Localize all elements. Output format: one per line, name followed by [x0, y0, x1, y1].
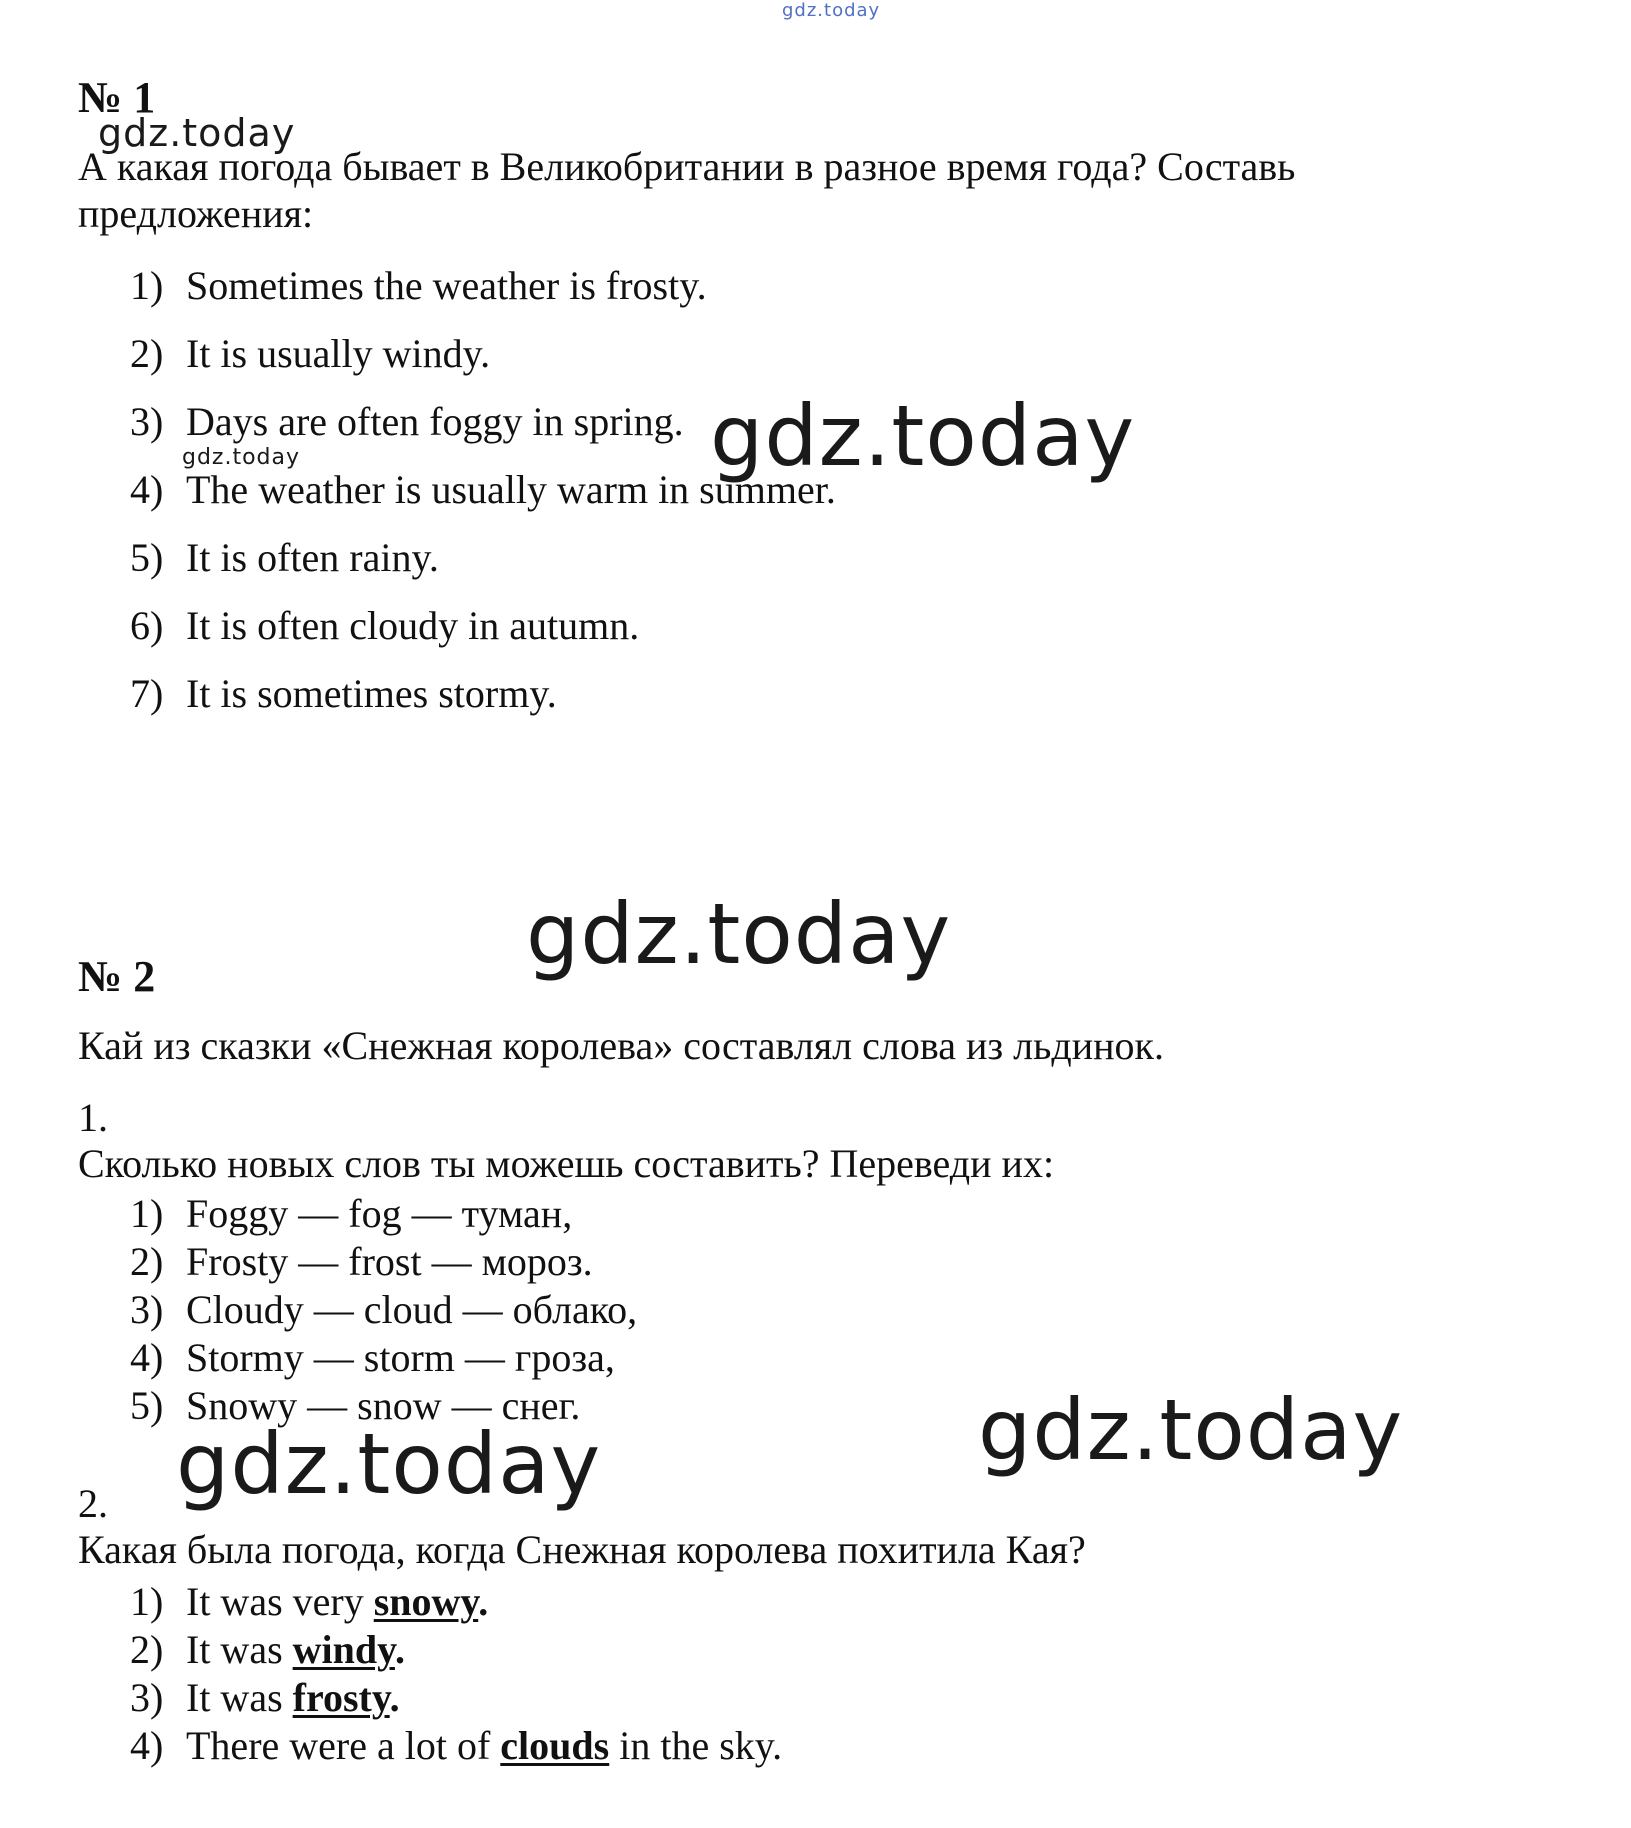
item-number: 5)	[130, 535, 164, 580]
task2-part2-item-1	[130, 1579, 489, 1624]
task2-part1-item-2	[130, 1239, 593, 1284]
task2-part2-prompt: Какая была погода, когда Снежная королева похитила Кая?	[78, 1527, 1086, 1572]
task1-item-6	[130, 603, 640, 648]
task2-part2-item-4	[130, 1723, 783, 1768]
item-number: 4)	[130, 1335, 164, 1380]
watermark-6: gdz.today	[176, 1415, 602, 1513]
task2-part1-number: 1.	[78, 1095, 108, 1140]
item-text: Days are often foggy in spring.	[186, 399, 684, 444]
item-number: 2)	[130, 331, 164, 376]
watermark-3: gdz.today	[182, 445, 301, 470]
watermark-2: gdz.today	[710, 387, 1136, 485]
watermark-1: gdz.today	[98, 111, 296, 155]
item-number: 5)	[130, 1383, 164, 1428]
item-text-before: There were a lot of	[186, 1723, 501, 1768]
task2-part2-item-3	[130, 1675, 400, 1720]
item-text: The weather is usually warm in summer.	[186, 467, 836, 512]
item-text-before: It was very	[186, 1579, 374, 1624]
item-text-after: in the sky.	[609, 1723, 783, 1768]
item-number: 3)	[130, 399, 164, 444]
watermark-5: gdz.today	[978, 1381, 1404, 1479]
item-text: It is often cloudy in autumn.	[186, 603, 640, 648]
item-number: 1)	[130, 1579, 164, 1624]
item-number: 3)	[130, 1287, 164, 1332]
item-text-after: .	[394, 1627, 405, 1672]
task2-part1-item-4	[130, 1335, 615, 1380]
item-number: 4)	[130, 467, 164, 512]
item-number: 4)	[130, 1723, 164, 1768]
item-text-after: .	[478, 1579, 489, 1624]
item-text: Snowy — snow — снег.	[186, 1383, 581, 1428]
watermark-top: gdz.today	[782, 0, 881, 21]
item-number: 1)	[130, 263, 164, 308]
item-text: Cloudy — cloud — облако,	[186, 1287, 638, 1332]
item-number: 7)	[130, 671, 164, 716]
watermark-4: gdz.today	[526, 885, 952, 983]
task1-item-1	[130, 263, 707, 308]
item-text: Frosty — frost — мороз.	[186, 1239, 593, 1284]
task2-part1-item-1	[130, 1191, 573, 1236]
answer-word: snowy	[373, 1579, 479, 1624]
item-number: 6)	[130, 603, 164, 648]
task1-item-3	[130, 399, 684, 444]
item-text: It is often rainy.	[186, 535, 439, 580]
task2-heading: № 2	[78, 952, 156, 1001]
item-text: Foggy — fog — туман,	[186, 1191, 573, 1236]
task1-heading: № 1	[78, 73, 156, 122]
task2-part1-item-3	[130, 1287, 638, 1332]
item-number: 2)	[130, 1239, 164, 1284]
task1-item-7	[130, 671, 557, 716]
item-text-after: .	[389, 1675, 400, 1720]
task2-part1-prompt: Сколько новых слов ты можешь составить? Переведи их:	[78, 1141, 1055, 1186]
task2-intro: Кай из сказки «Снежная королева» составлял слова из льдинок.	[78, 1023, 1164, 1068]
item-number: 2)	[130, 1627, 164, 1672]
task2-part2-item-2	[130, 1627, 405, 1672]
task1-item-5	[130, 535, 439, 580]
item-text-before: It was	[186, 1675, 293, 1720]
answer-word: windy	[292, 1627, 395, 1672]
item-text: It is usually windy.	[186, 331, 491, 376]
item-text: Sometimes the weather is frosty.	[186, 263, 707, 308]
item-text: Stormy — storm — гроза,	[186, 1335, 615, 1380]
item-text: It is sometimes stormy.	[186, 671, 557, 716]
item-number: 3)	[130, 1675, 164, 1720]
item-number: 1)	[130, 1191, 164, 1236]
answer-word: clouds	[500, 1723, 610, 1768]
task2-part2-number: 2.	[78, 1481, 108, 1526]
task1-item-2	[130, 331, 491, 376]
item-text-before: It was	[186, 1627, 293, 1672]
answer-word: frosty	[292, 1675, 390, 1720]
task1-prompt: А какая погода бывает в Великобритании в разное время года? Составь предложения:	[78, 144, 1296, 236]
